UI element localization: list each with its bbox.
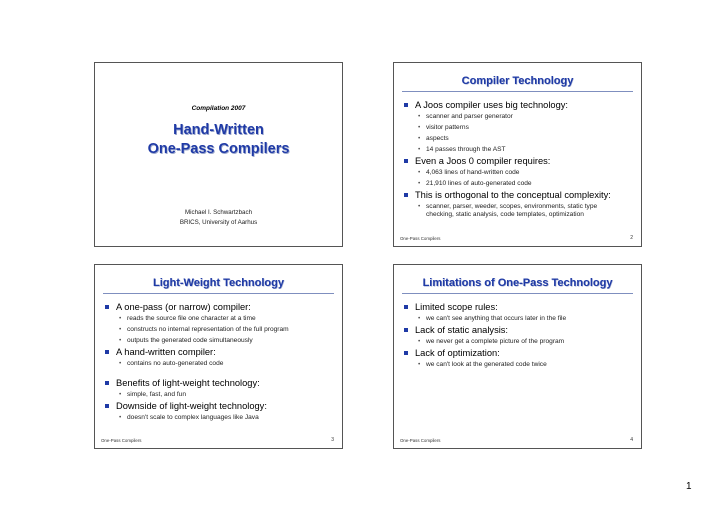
slide-footer: One-Pass Compilers — [400, 236, 441, 241]
dot-bullet-icon: • — [418, 361, 421, 368]
square-bullet-icon — [404, 305, 408, 309]
sub-bullet-item: • aspects — [418, 135, 449, 142]
bullet-item: Downside of light-weight technology: — [105, 400, 336, 412]
slide-1-title — [94, 62, 343, 247]
slide-2 — [393, 62, 642, 247]
sub-bullet-item: • constructs no internal representation of the full program — [119, 326, 289, 333]
author-affiliation: BRICS, University of Aarhus — [179, 219, 258, 226]
bullet-item: A hand-written compiler: — [105, 346, 336, 358]
dot-bullet-icon: • — [119, 391, 122, 398]
square-bullet-icon — [404, 351, 408, 355]
slide-body — [404, 99, 635, 219]
dot-bullet-icon: • — [119, 360, 122, 367]
slide-title: Compiler Technology — [461, 75, 574, 87]
dot-bullet-icon: • — [119, 414, 122, 421]
slide-number: 2 — [630, 235, 633, 241]
sub-bullet-item: • scanner, parser, weeder, scopes, environments, static type checking, static analysis, code templates, optimization — [418, 203, 598, 218]
sub-bullet-item: • contains no auto-generated code — [119, 360, 224, 367]
slide-number: 3 — [331, 437, 334, 443]
square-bullet-icon — [105, 305, 109, 309]
slide-title: Limitations of One-Pass Technology — [422, 277, 613, 289]
bullet-item: Benefits of light-weight technology: — [105, 377, 336, 389]
page-number: 1 — [686, 481, 692, 492]
slide-title: Light-Weight Technology — [153, 277, 284, 289]
dot-bullet-icon: • — [119, 326, 122, 333]
square-bullet-icon — [105, 350, 109, 354]
slide-body — [105, 301, 336, 423]
title-line-2: One-Pass Compilers — [147, 141, 290, 157]
sub-bullet-item: • we can't see anything that occurs later in the file — [418, 315, 567, 322]
square-bullet-icon — [105, 404, 109, 408]
dot-bullet-icon: • — [119, 315, 122, 322]
square-bullet-icon — [404, 193, 408, 197]
dot-bullet-icon: • — [418, 203, 421, 210]
sub-bullet-item: • outputs the generated code simultaneously — [119, 337, 253, 344]
slide-footer: One-Pass Compilers — [101, 438, 142, 443]
dot-bullet-icon: • — [119, 337, 122, 344]
slide-subtitle: Compilation 2007 — [191, 105, 246, 112]
sub-bullet-item: • 4,063 lines of hand-written code — [418, 169, 520, 176]
slide-4 — [393, 264, 642, 449]
dot-bullet-icon: • — [418, 315, 421, 322]
dot-bullet-icon: • — [418, 169, 421, 176]
bullet-item: A Joos compiler uses big technology: — [404, 99, 635, 111]
bullet-item: A one-pass (or narrow) compiler: — [105, 301, 336, 313]
square-bullet-icon — [404, 328, 408, 332]
sub-bullet-item: • 21,910 lines of auto-generated code — [418, 180, 532, 187]
sub-bullet-item: • scanner and parser generator — [418, 113, 513, 120]
author-block — [95, 208, 342, 228]
bullet-item: Lack of static analysis: — [404, 324, 635, 336]
dot-bullet-icon: • — [418, 338, 421, 345]
title-divider — [103, 293, 334, 294]
dot-bullet-icon: • — [418, 146, 421, 153]
square-bullet-icon — [404, 103, 408, 107]
sub-bullet-item: • visitor patterns — [418, 124, 469, 131]
sub-bullet-item: • simple, fast, and fun — [119, 391, 187, 398]
dot-bullet-icon: • — [418, 124, 421, 131]
title-line-1: Hand-Written — [173, 122, 264, 138]
author-name: Michael I. Schwartzbach — [184, 209, 253, 216]
dot-bullet-icon: • — [418, 180, 421, 187]
sub-bullet-item: • 14 passes through the AST — [418, 146, 506, 153]
title-divider — [402, 293, 633, 294]
bullet-item: Lack of optimization: — [404, 347, 635, 359]
square-bullet-icon — [404, 159, 408, 163]
bullet-item: Even a Joos 0 compiler requires: — [404, 155, 635, 167]
bullet-item: Limited scope rules: — [404, 301, 635, 313]
slide-body — [404, 301, 635, 370]
slide-3 — [94, 264, 343, 449]
sub-bullet-item: • we can't look at the generated code twice — [418, 361, 547, 368]
sub-bullet-item: • reads the source file one character at a time — [119, 315, 256, 322]
slide-number: 4 — [630, 437, 633, 443]
sub-bullet-item: • doesn't scale to complex languages like Java — [119, 414, 259, 421]
square-bullet-icon — [105, 381, 109, 385]
bullet-item: This is orthogonal to the conceptual complexity: — [404, 189, 635, 201]
dot-bullet-icon: • — [418, 113, 421, 120]
sub-bullet-item: • we never get a complete picture of the program — [418, 338, 565, 345]
slide-main-title — [95, 121, 342, 159]
slide-footer: One-Pass Compilers — [400, 438, 441, 443]
title-divider — [402, 91, 633, 92]
dot-bullet-icon: • — [418, 135, 421, 142]
